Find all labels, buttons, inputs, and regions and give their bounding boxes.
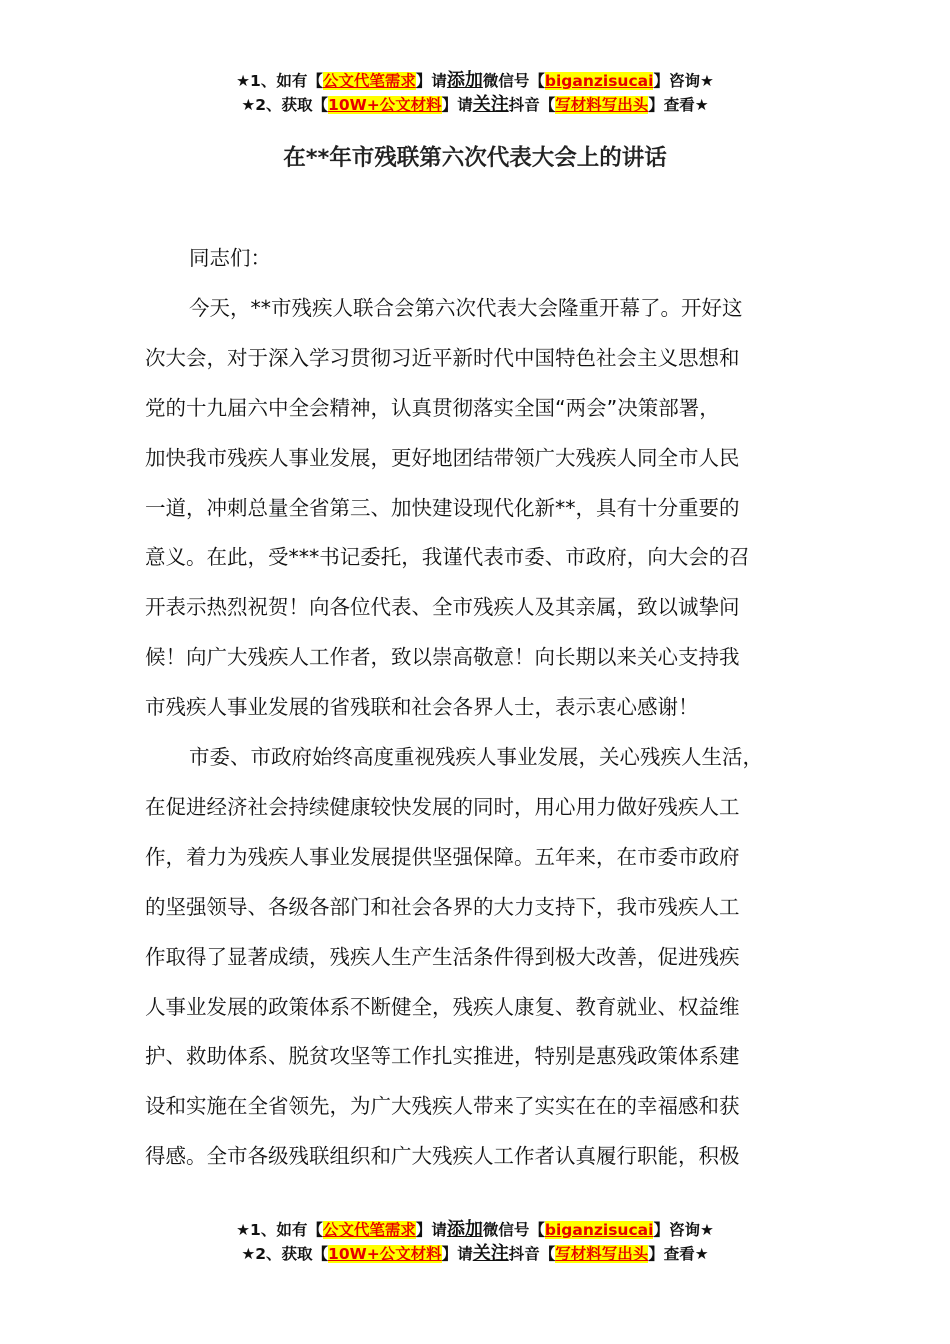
- banner-text: 】请: [415, 72, 447, 90]
- banner-text: 微信号【: [482, 1221, 545, 1239]
- document-title: 在**年市残联第六次代表大会上的讲话: [283, 145, 667, 171]
- banner-text: 微信号【: [482, 72, 545, 90]
- banner-text: 】请: [441, 1245, 473, 1263]
- body-text-line: 一道，冲刺总量全省第三、加快建设现代化新**，具有十分重要的: [145, 495, 740, 520]
- banner-highlight: 公文代笔需求: [322, 1221, 416, 1239]
- body-text-line: 的坚强领导、各级各部门和社会各界的大力支持下，我市残疾人工: [145, 894, 740, 919]
- banner-underlined: 添加: [446, 70, 483, 91]
- banner-underlined: 关注: [472, 1243, 509, 1264]
- banner-text: ★1、如有【: [236, 1221, 323, 1239]
- banner-highlight: biganzisucai: [544, 1221, 654, 1239]
- body-text-line: 得感。全市各级残联组织和广大残疾人工作者认真履行职能，积极: [145, 1144, 740, 1169]
- body-text-line: 今天，**市残疾人联合会第六次代表大会隆重开幕了。开好这: [189, 295, 743, 320]
- body-text-line: 市委、市政府始终高度重视残疾人事业发展，关心残疾人生活，: [189, 745, 763, 769]
- body-text-line: 意义。在此，受***书记委托，我谨代表市委、市政府，向大会的召: [145, 545, 750, 570]
- body-text-line: 开表示热烈祝贺！向各位代表、全市残疾人及其亲属，致以诚挚问: [145, 595, 740, 620]
- banner-highlight: 写材料写出头: [555, 1245, 649, 1263]
- banner-highlight: biganzisucai: [544, 72, 654, 90]
- banner-text: ★2、获取【: [241, 1245, 329, 1263]
- body-text-line: 人事业发展的政策体系不断健全，残疾人康复、教育就业、权益维: [145, 994, 740, 1019]
- body-text-line: 市残疾人事业发展的省残联和社会各界人士，表示衷心感谢！: [145, 695, 699, 720]
- body-text-line: 护、救助体系、脱贫攻坚等工作扎实推进，特别是惠残政策体系建: [145, 1044, 740, 1069]
- banner-text: 】请: [441, 96, 473, 114]
- banner-line-2: [0, 93, 950, 117]
- body-text-line: 候！向广大残疾人工作者，致以崇高敬意！向长期以来关心支持我: [145, 645, 740, 670]
- body-text-line: 在促进经济社会持续健康较快发展的同时，用心用力做好残疾人工: [145, 794, 740, 819]
- banner-text: 】查看★: [648, 96, 709, 114]
- banner-text: ★2、获取【: [241, 96, 329, 114]
- banner-line-1: [0, 1218, 950, 1242]
- body-text-line: 次大会，对于深入学习贯彻习近平新时代中国特色社会主义思想和: [145, 345, 740, 370]
- footer-banner: [0, 1218, 950, 1266]
- header-banner: [0, 69, 950, 117]
- banner-text: ★1、如有【: [236, 72, 323, 90]
- banner-highlight: 公文代笔需求: [322, 72, 416, 90]
- body-text-line: 作取得了显著成绩，残疾人生产生活条件得到极大改善，促进残疾: [145, 944, 740, 969]
- banner-text: 】查看★: [648, 1245, 709, 1263]
- banner-text: 抖音【: [508, 1245, 556, 1263]
- banner-underlined: 添加: [446, 1219, 483, 1240]
- banner-line-1: [0, 69, 950, 93]
- banner-highlight: 写材料写出头: [555, 96, 649, 114]
- body-text-line: 加快我市残疾人事业发展，更好地团结带领广大残疾人同全市人民: [145, 445, 740, 470]
- body-text-line: 党的十九届六中全会精神，认真贯彻落实全国“两会”决策部署，: [145, 395, 720, 420]
- body-text-line: 作，着力为残疾人事业发展提供坚强保障。五年来，在市委市政府: [145, 844, 740, 869]
- body-text-line: 同志们：: [189, 246, 271, 270]
- body-text-line: 设和实施在全省领先，为广大残疾人带来了实实在在的幸福感和获: [145, 1094, 740, 1119]
- banner-line-2: [0, 1242, 950, 1266]
- banner-text: 】请: [415, 1221, 447, 1239]
- banner-text: 】咨询★: [653, 1221, 714, 1239]
- banner-highlight: 10W+公文材料: [328, 96, 442, 114]
- banner-text: 抖音【: [508, 96, 556, 114]
- banner-underlined: 关注: [472, 94, 509, 115]
- banner-highlight: 10W+公文材料: [328, 1245, 442, 1263]
- banner-text: 】咨询★: [653, 72, 714, 90]
